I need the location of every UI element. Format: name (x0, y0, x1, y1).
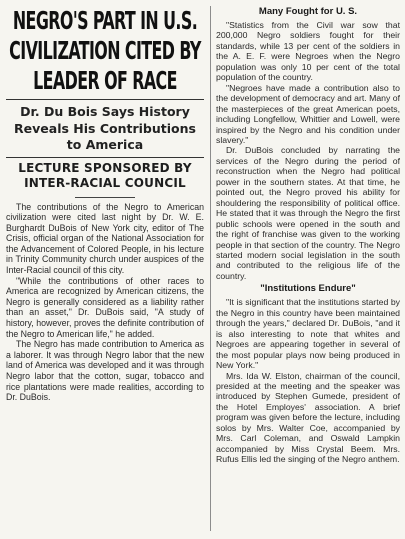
left-body (6, 202, 204, 403)
headline: NEGRO'S PART IN U.S. CIVILIZATION CITED BY LEADER OF RACE (9, 6, 201, 95)
subhead-institutions-endure: "Institutions Endure" (260, 283, 356, 295)
headline-rule (6, 99, 204, 100)
deck-lecture-line: LECTURE SPONSORED BY INTER-RACIAL COUNCIL (18, 160, 192, 190)
subhead-many-fought: Many Fought for U. S. (258, 6, 358, 17)
paragraph: "Negroes have made a contribution also to the development of democracy and art. Many of the masterpieces of the great American poets, including Longfellow, Whittier and Lowell, were inspired by the Negro and his condition under slavery." (216, 82, 400, 145)
right-body-2 (216, 297, 400, 464)
paragraph: Dr. DuBois concluded by narrating the services of the Negro during the period of reconstruction when the Negro had political power in the southern states. At that time, he pointed out, the Negro proved his ability for shouldering the responsibility of political office. He stated that it was through the Negro the first public schools were opened in the south and the right of franchise was given to the working people in that section of the country. The Negro started modern social legislation in the south and contributed to the religious life of the country. (216, 145, 400, 281)
paragraph: "Statistics from the Civil war sow that 200,000 Negro soldiers fought for their standards, while 13 per cent of the soldiers in the A. E. F. were Negroes when the Negro population was only 10 per cent of the total population of the country. (216, 20, 400, 83)
column-divider (210, 6, 211, 531)
paragraph: "While the contributions of other races to America are recognized by American citizens, the Negro is generally considered as a liability rather than an asset," Dr. DuBois said, "A study of history, however, proves the definite contribution of the Negro to American life," he added. (6, 275, 204, 339)
paragraph: The contributions of the Negro to American civilization were cited last night by Dr. W. E. Burghardt DuBois of New York city, editor of The Crisis, official organ of the National Association for the Advancement of Colored People, in his lecture in Trinity Community church under auspices of the Inter-Racial council of this city. (6, 201, 204, 276)
right-column (216, 4, 400, 534)
paragraph: The Negro has made contribution to America as a laborer. It was through Negro labor that the new land of America was developed and it was through Negro labor that the cotton, sugar, tobacco and rice plantations were made realities, according to Dr. DuBois. (6, 339, 204, 403)
deck-rule (6, 157, 204, 158)
deck-subheadline: Dr. Du Bois Says History Reveals His Contributions to America (14, 104, 196, 152)
right-body-1 (216, 20, 400, 281)
paragraph: "It is significant that the institutions started by the Negro in this country have been maintained through the years," declared Dr. DuBois, "and it is also interesting to note that whites and Negroes are appearing together in several of the most popular plays now being produced in New York." (216, 297, 400, 371)
short-divider (75, 197, 135, 198)
left-column (6, 6, 204, 533)
paragraph: Mrs. Ida W. Elston, chairman of the council, presided at the meeting and the speaker was introduced by Stephen Gumede, president of the Hotel Employes' association. A brief program was given before the lecture, including solos by Mrs. Walter Coe, accompanied by Mrs. Carl Coleman, and Oswald Lampkin accompanied by Miss Crystal Beem. Mrs. Rufus Ellis led the singing of the Negro anthem. (216, 370, 400, 465)
